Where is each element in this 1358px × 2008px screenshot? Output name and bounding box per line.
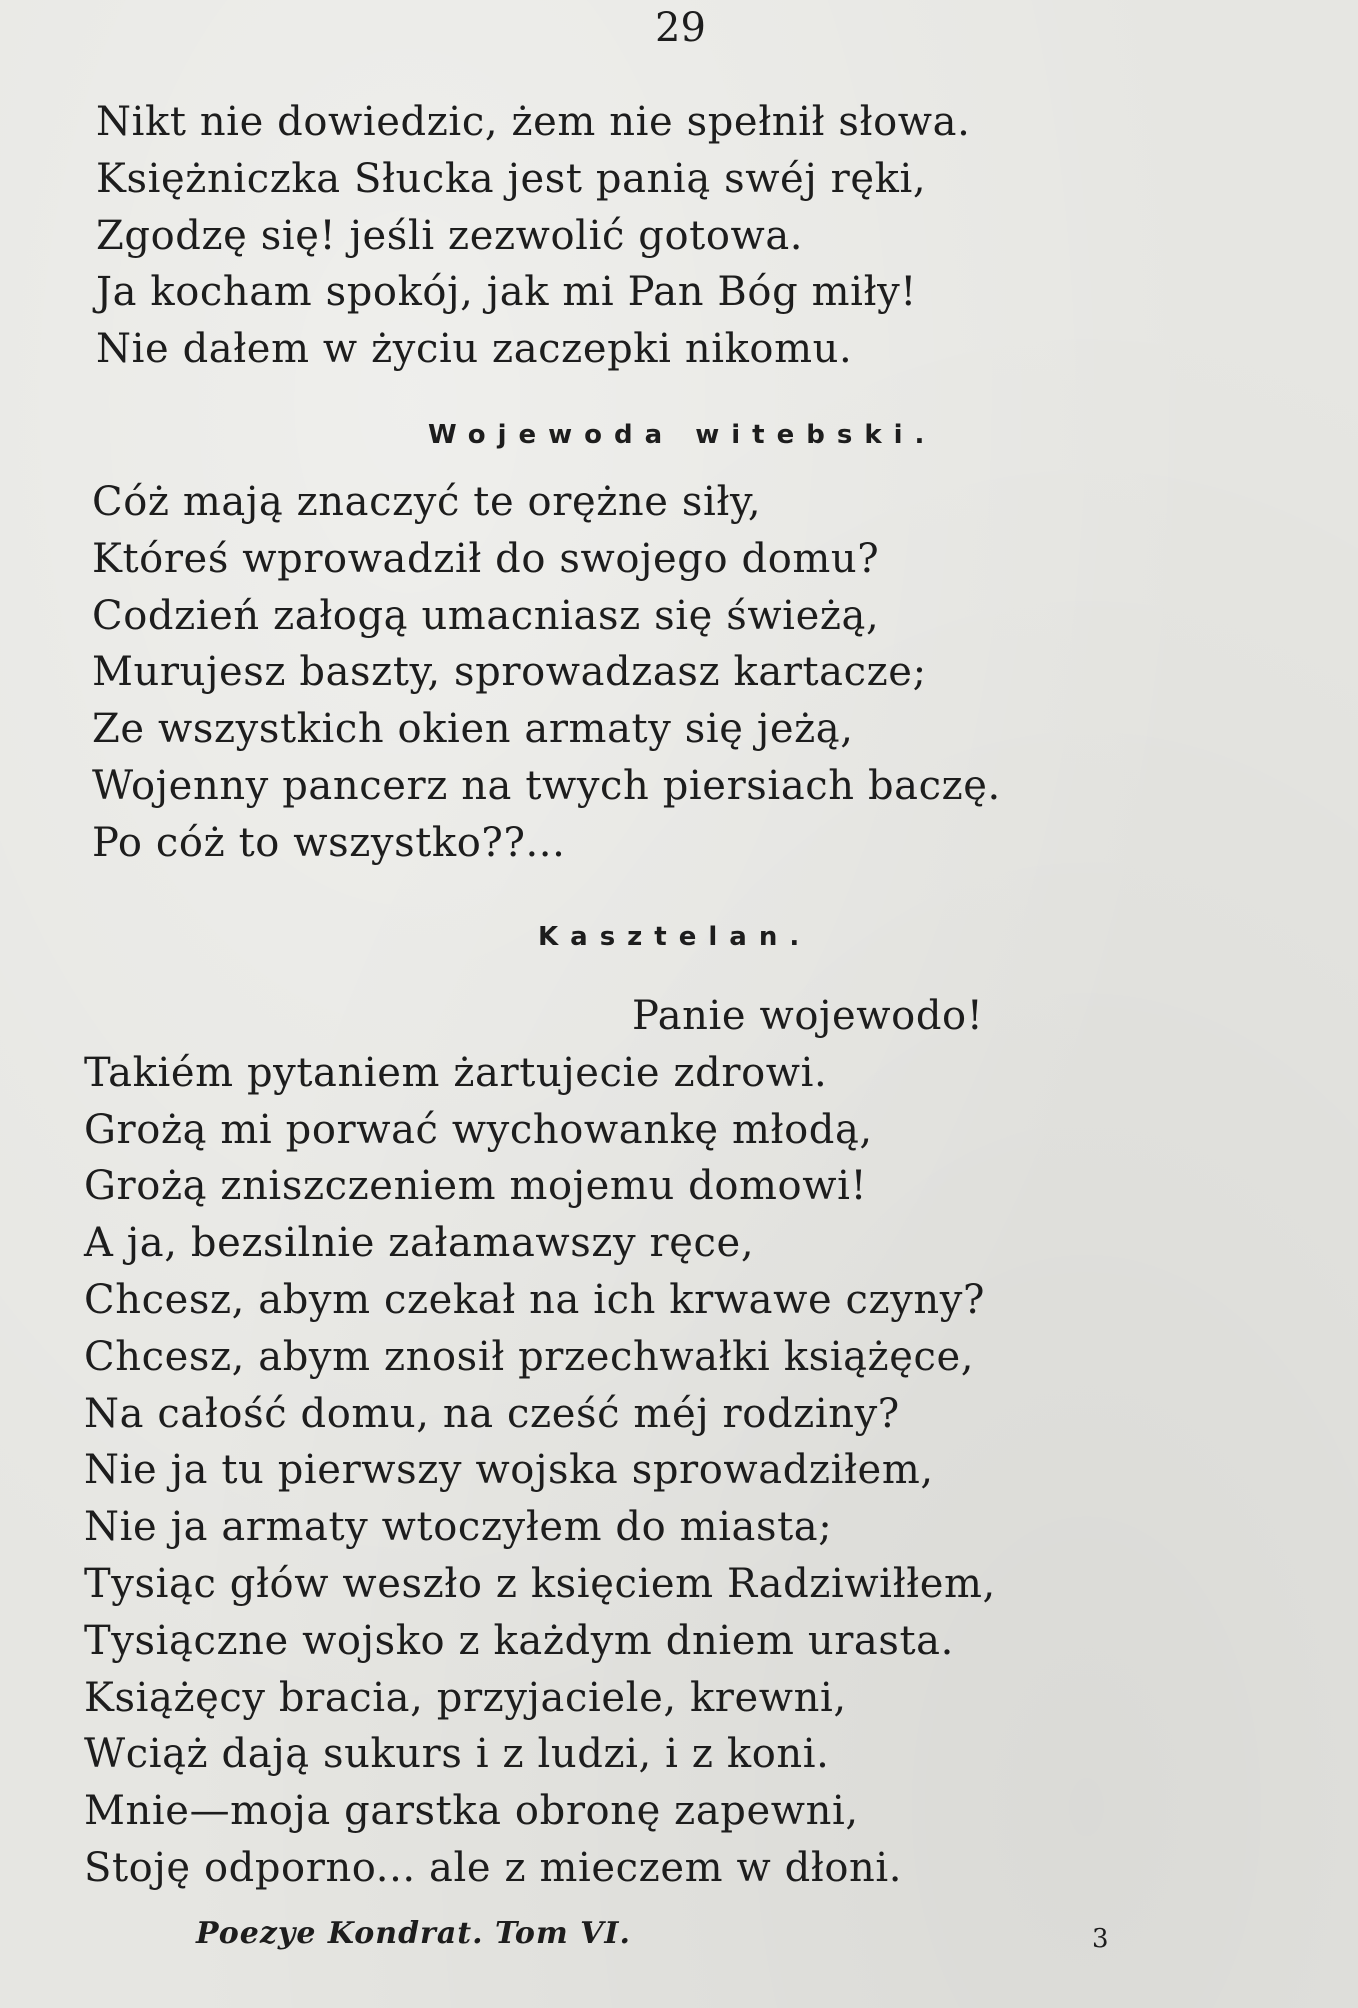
footer-title: Poezye Kondrat. Tom VI. bbox=[196, 1916, 631, 1951]
signature-mark: 3 bbox=[1092, 1924, 1109, 1954]
verse-line: Nie dałem w życiu zaczepki nikomu. bbox=[96, 326, 853, 373]
verse-line: Nie ja tu pierwszy wojska sprowadziłem, bbox=[84, 1447, 934, 1494]
verse-line: Nikt nie dowiedzic, żem nie spełnił słowa. bbox=[96, 99, 971, 145]
verse-line: Cóż mają znaczyć te orężne siły, bbox=[92, 479, 762, 525]
verse-line: Po cóż to wszystko??... bbox=[92, 819, 566, 866]
verse-line: Zgodzę się! jeśli zezwolić gotowa. bbox=[96, 212, 804, 259]
verse-line: Grożą mi porwać wychowankę młodą, bbox=[84, 1106, 873, 1153]
verse-line: Chcesz, abym czekał na ich krwawe czyny? bbox=[84, 1276, 986, 1323]
verse-line: Książęcy bracia, przyjaciele, krewni, bbox=[84, 1674, 847, 1721]
verse-line: Chcesz, abym znosił przechwałki książęce, bbox=[84, 1333, 975, 1380]
verse-line: Grożą zniszczeniem mojemu domowi! bbox=[84, 1163, 868, 1210]
stanza-3 bbox=[84, 988, 996, 1897]
verse-line: Wciąż dają sukurs i z ludzi, i z koni. bbox=[84, 1731, 830, 1778]
verse-line: Tysiąc głów weszło z księciem Radziwiłłem, bbox=[84, 1560, 996, 1607]
verse-line: Ja kocham spokój, jak mi Pan Bóg miły! bbox=[96, 269, 917, 316]
speaker-heading: Kasztelan. bbox=[538, 922, 812, 952]
verse-line: Na całość domu, na cześć méj rodziny? bbox=[84, 1390, 900, 1437]
stanza-2 bbox=[92, 474, 1001, 872]
verse-line: Ze wszystkich okien armaty się jeżą, bbox=[92, 706, 854, 753]
verse-line: Mnie—moja garstka obronę zapewni, bbox=[84, 1788, 859, 1835]
verse-line: Stoję odporno... ale z mieczem w dłoni. bbox=[84, 1844, 903, 1891]
verse-line: Księżniczka Słucka jest panią swéj ręki, bbox=[96, 155, 927, 202]
verse-line: Wojenny pancerz na twych piersiach baczę. bbox=[92, 762, 1001, 809]
verse-line: Takiém pytaniem żartujecie zdrowi. bbox=[84, 1049, 828, 1096]
verse-line: Tysiączne wojsko z każdym dniem urasta. bbox=[84, 1617, 954, 1664]
verse-line: Panie wojewodo! bbox=[632, 993, 984, 1039]
verse-line: Któreś wprowadził do swojego domu? bbox=[92, 535, 880, 582]
verse-line: Murujesz baszty, sprowadzasz kartacze; bbox=[92, 649, 927, 696]
stanza-1 bbox=[96, 94, 970, 378]
page-number: 29 bbox=[655, 5, 706, 51]
verse-line: A ja, bezsilnie załamawszy ręce, bbox=[84, 1220, 755, 1267]
verse-line: Codzień załogą umacniasz się świeżą, bbox=[92, 592, 880, 639]
verse-line: Nie ja armaty wtoczyłem do miasta; bbox=[84, 1504, 833, 1551]
speaker-heading: Wojewoda witebski. bbox=[428, 420, 937, 450]
